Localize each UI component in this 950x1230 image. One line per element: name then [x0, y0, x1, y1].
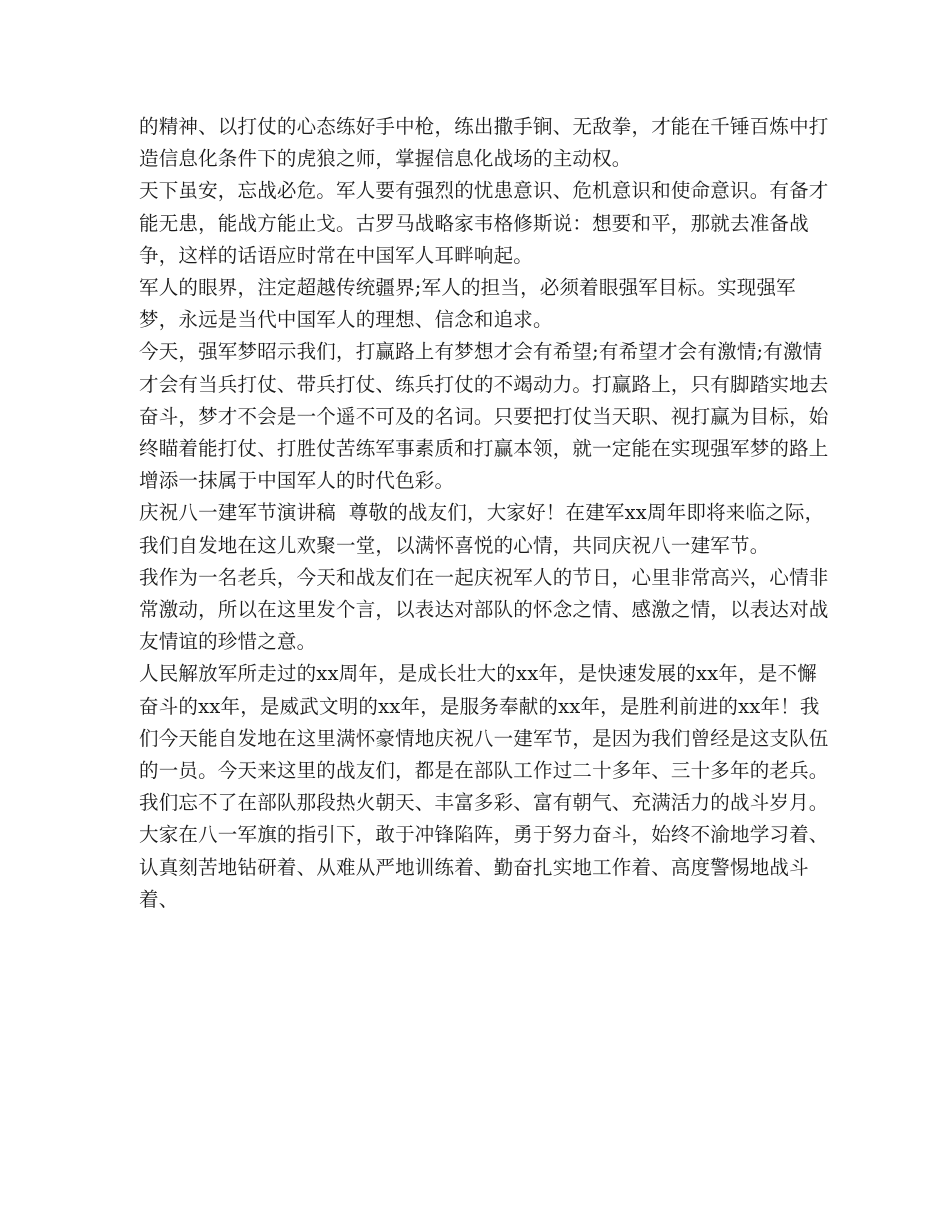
paragraph-3: 军人的眼界，注定超越传统疆界;军人的担当，必须着眼强军目标。实现强军梦，永远是当代中国军人的理想、信念和追求。	[139, 276, 796, 332]
paragraph-6: 我作为一名老兵，今天和战友们在一起庆祝军人的节日，心里非常高兴，心情非常激动，所以在这里发个言，以表达对部队的怀念之情、感激之情，以表达对战友情谊的珍惜之意。	[139, 565, 829, 654]
paragraph-1: 的精神、以打仗的心态练好手中枪，练出撒手锏、无敌拳，才能在千锤百炼中打造信息化条件下的虎狼之师，掌握信息化战场的主动权。	[139, 115, 829, 171]
body-text	[139, 111, 829, 916]
paragraph-2: 天下虽安，忘战必危。军人要有强烈的忧患意识、危机意识和使命意识。有备才能无患，能战方能止戈。古罗马战略家韦格修斯说：想要和平，那就去准备战争，这样的话语应时常在中国军人耳畔响起。	[139, 179, 829, 267]
paragraph-5: 庆祝八一建军节演讲稿 尊敬的战友们，大家好！在建军xx周年即将来临之际，我们自发地在这儿欢聚一堂，以满怀喜悦的心情，共同庆祝八一建军节。	[139, 501, 825, 557]
paragraph-4: 今天，强军梦昭示我们，打赢路上有梦想才会有希望;有希望才会有激情;有激情才会有当兵打仗、带兵打仗、练兵打仗的不竭动力。打赢路上，只有脚踏实地去奋斗，梦才不会是一个遥不可及的名词。只要把打仗当天职、视打赢为目标，始终瞄着能打仗、打胜仗苦练军事素质和打赢本领，就一定能在实现强军梦的路上增添一抹属于中国军人的时代色彩。	[139, 340, 829, 493]
paragraph-7: 人民解放军所走过的xx周年，是成长壮大的xx年，是快速发展的xx年，是不懈奋斗的xx年，是威武文明的xx年，是服务奉献的xx年，是胜利前进的xx年！我们今天能自发地在这里满怀豪情地庆祝八一建军节，是因为我们曾经是这支队伍的一员。今天来这里的战友们，都是在部队工作过二十多年、三十多年的老兵。我们忘不了在部队那段热火朝天、丰富多彩、富有朝气、充满活力的战斗岁月。大家在八一军旗的指引下，敢于冲锋陷阵，勇于努力奋斗，始终不渝地学习着、认真刻苦地钻研着、从难从严地训练着、勤奋扎实地工作着、高度警惕地战斗着、	[139, 662, 829, 911]
